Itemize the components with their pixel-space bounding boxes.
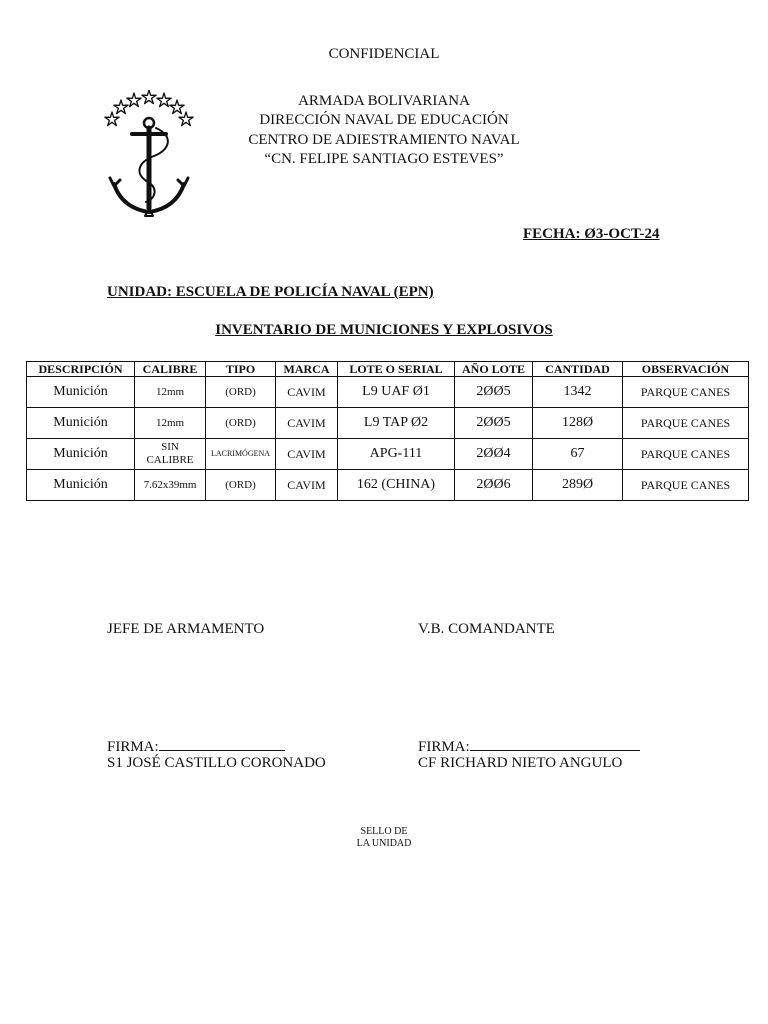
cell-calibre: SIN CALIBRE bbox=[135, 439, 206, 470]
cell-ano-lote: 2ØØ5 bbox=[455, 408, 533, 439]
table-row bbox=[27, 470, 749, 501]
cell-observacion: PARQUE CANES bbox=[623, 377, 749, 408]
cell-tipo: (ORD) bbox=[206, 408, 276, 439]
cell-observacion: PARQUE CANES bbox=[623, 470, 749, 501]
column-header: CANTIDAD bbox=[533, 362, 623, 377]
table-header-row bbox=[27, 362, 749, 377]
column-header: MARCA bbox=[276, 362, 338, 377]
heading-line: DIRECCIÓN NAVAL DE EDUCACIÓN bbox=[259, 112, 509, 129]
signature-blank bbox=[470, 736, 640, 751]
cell-cantidad: 67 bbox=[533, 439, 623, 470]
column-header: AÑO LOTE bbox=[455, 362, 533, 377]
signature-line-right bbox=[418, 736, 640, 756]
cell-marca: CAVIM bbox=[276, 408, 338, 439]
signatory-title-left: JEFE DE ARMAMENTO bbox=[107, 621, 265, 637]
cell-marca: CAVIM bbox=[276, 377, 338, 408]
cell-ano-lote: 2ØØ5 bbox=[455, 377, 533, 408]
cell-observacion: PARQUE CANES bbox=[623, 408, 749, 439]
cell-cantidad: 289Ø bbox=[533, 470, 623, 501]
signature-blank bbox=[159, 736, 285, 751]
cell-calibre: 12mm bbox=[135, 377, 206, 408]
cell-lote: L9 UAF Ø1 bbox=[338, 377, 455, 408]
cell-cantidad: 128Ø bbox=[533, 408, 623, 439]
heading-line: ARMADA BOLIVARIANA bbox=[298, 93, 470, 109]
signature-line-left bbox=[107, 736, 285, 756]
cell-observacion: PARQUE CANES bbox=[623, 439, 749, 470]
column-header: OBSERVACIÓN bbox=[623, 362, 749, 377]
cell-descripcion: Munición bbox=[27, 470, 135, 501]
cell-calibre: 12mm bbox=[135, 408, 206, 439]
seal-line: SELLO DE bbox=[360, 826, 408, 837]
institution-heading bbox=[234, 92, 534, 169]
cell-descripcion: Munición bbox=[27, 408, 135, 439]
column-header: TIPO bbox=[206, 362, 276, 377]
anchor-with-stars-icon bbox=[100, 90, 200, 222]
column-header: CALIBRE bbox=[135, 362, 206, 377]
cell-marca: CAVIM bbox=[276, 439, 338, 470]
signatory-name-left: S1 JOSÉ CASTILLO CORONADO bbox=[107, 755, 326, 771]
cell-marca: CAVIM bbox=[276, 470, 338, 501]
cell-cantidad: 1342 bbox=[533, 377, 623, 408]
table-row bbox=[27, 377, 749, 408]
inventory-table bbox=[26, 361, 749, 501]
inventory-title: INVENTARIO DE MUNICIONES Y EXPLOSIVOS bbox=[215, 322, 553, 338]
firma-label: FIRMA: bbox=[418, 739, 470, 755]
firma-label: FIRMA: bbox=[107, 739, 159, 755]
cell-ano-lote: 2ØØ4 bbox=[455, 439, 533, 470]
cell-lote: APG-111 bbox=[338, 439, 455, 470]
unit-label: UNIDAD: ESCUELA DE POLICÍA NAVAL (EPN) bbox=[107, 284, 434, 300]
table-row bbox=[27, 439, 749, 470]
document-date: FECHA: Ø3-OCT-24 bbox=[523, 226, 660, 242]
cell-calibre: 7.62x39mm bbox=[135, 470, 206, 501]
unit-seal-placeholder bbox=[0, 826, 768, 850]
cell-tipo: LACRIMÓGENA bbox=[206, 439, 276, 470]
column-header: LOTE O SERIAL bbox=[338, 362, 455, 377]
cell-tipo: (ORD) bbox=[206, 470, 276, 501]
signatory-title-right: V.B. COMANDANTE bbox=[418, 621, 555, 637]
column-header: DESCRIPCIÓN bbox=[27, 362, 135, 377]
seal-line: LA UNIDAD bbox=[356, 838, 412, 849]
cell-descripcion: Munición bbox=[27, 439, 135, 470]
signatory-name-right: CF RICHARD NIETO ANGULO bbox=[418, 755, 623, 771]
cell-lote: 162 (CHINA) bbox=[338, 470, 455, 501]
heading-line: “CN. FELIPE SANTIAGO ESTEVES” bbox=[264, 150, 504, 167]
cell-lote: L9 TAP Ø2 bbox=[338, 408, 455, 439]
cell-tipo: (ORD) bbox=[206, 377, 276, 408]
table-row bbox=[27, 408, 749, 439]
cell-descripcion: Munición bbox=[27, 377, 135, 408]
cell-ano-lote: 2ØØ6 bbox=[455, 470, 533, 501]
confidential-label: CONFIDENCIAL bbox=[328, 46, 440, 62]
heading-line: CENTRO DE ADIESTRAMIENTO NAVAL bbox=[248, 131, 520, 148]
